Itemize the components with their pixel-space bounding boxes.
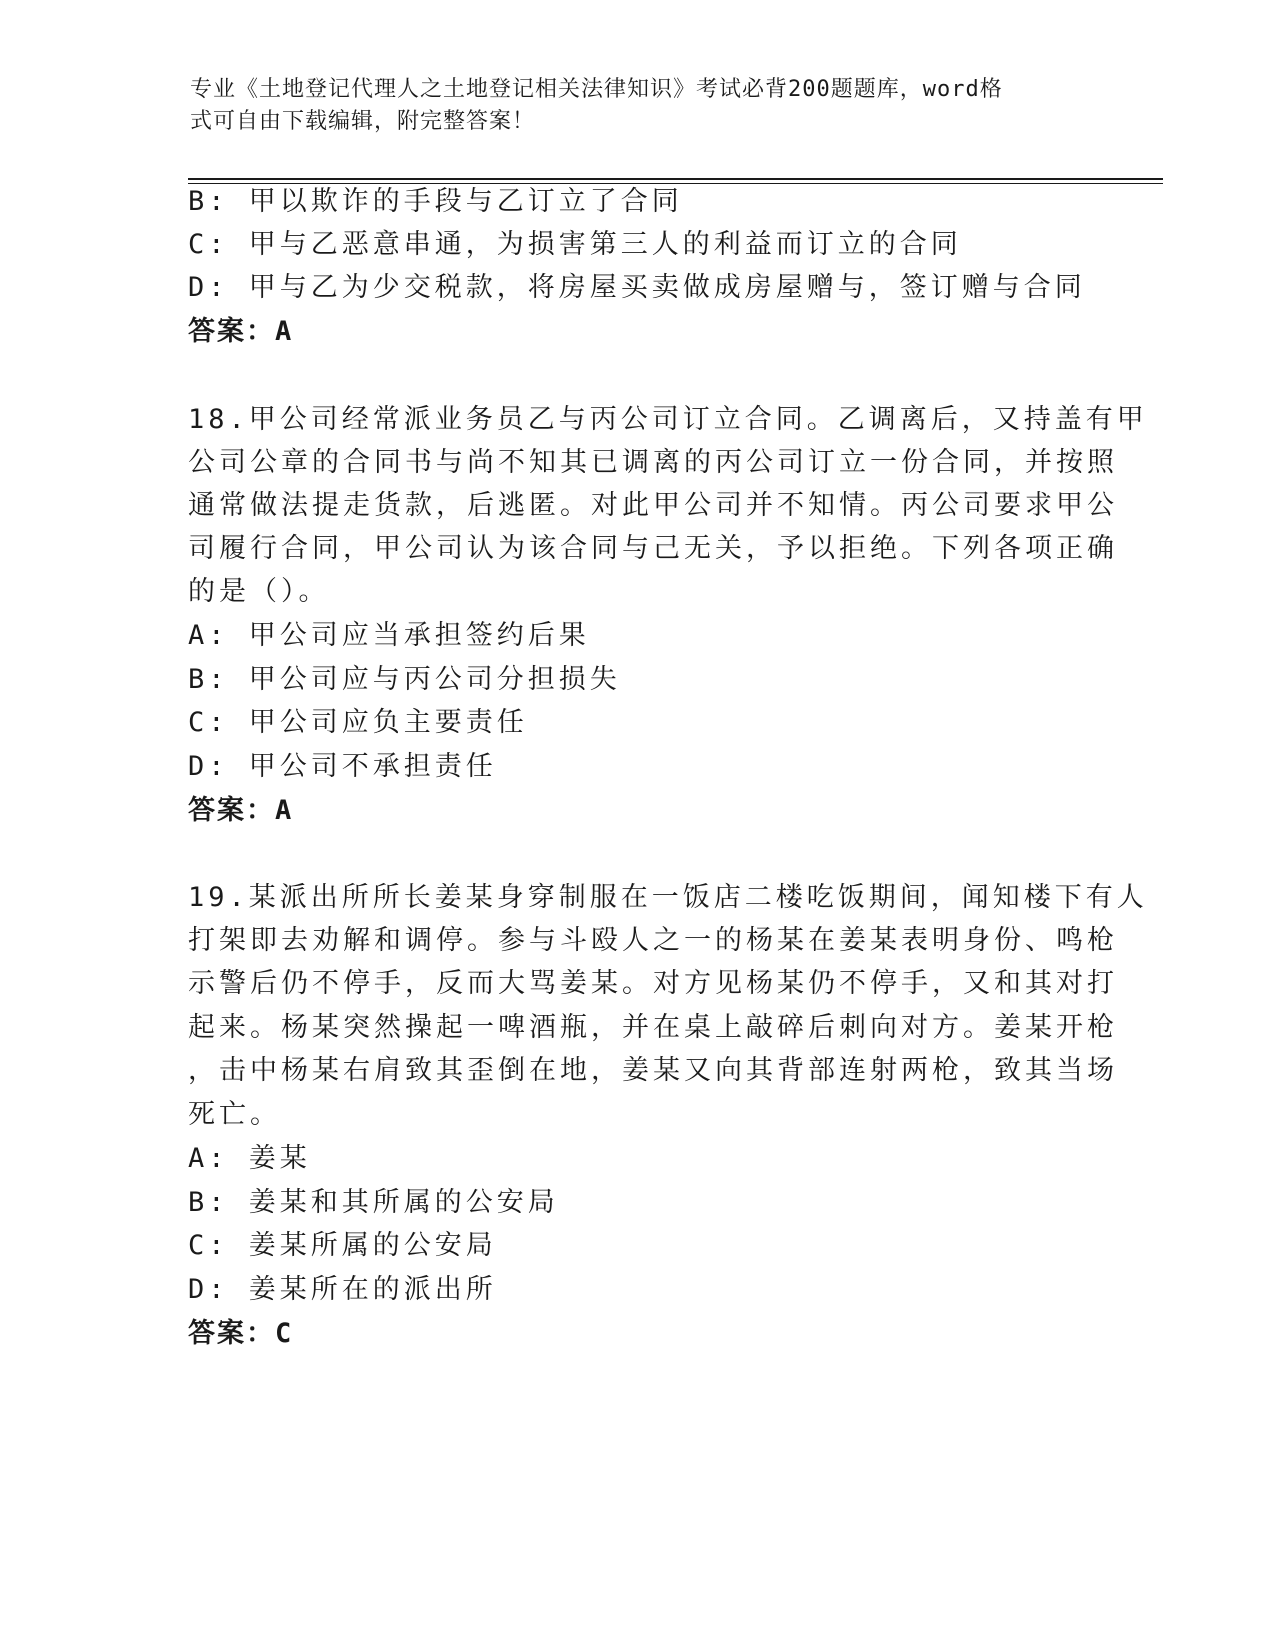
q18-option-b: B: 甲公司应与丙公司分担损失 — [188, 664, 621, 695]
q19-stem-line-4: 起来。杨某突然操起一啤酒瓶，并在桌上敲碎后刺向对方。姜某开枪 — [188, 1012, 1118, 1043]
q19-stem-line-2: 打架即去劝解和调停。参与斗殴人之一的杨某在姜某表明身份、鸣枪 — [188, 925, 1118, 956]
q18-stem-line-5: 的是（）。 — [188, 576, 330, 607]
document-header — [190, 74, 1090, 138]
header-line-2: 式可自由下载编辑，附完整答案！ — [190, 109, 536, 134]
q18-stem-line-3: 通常做法提走货款，后逃匿。对此甲公司并不知情。丙公司要求甲公 — [188, 490, 1118, 521]
header-divider — [188, 178, 1163, 180]
q19-answer: 答案：C — [188, 1318, 294, 1349]
q18-stem-line-2: 公司公章的合同书与尚不知其已调离的丙公司订立一份合同，并按照 — [188, 447, 1118, 478]
q18-stem-line-1: 18.甲公司经常派业务员乙与丙公司订立合同。乙调离后，又持盖有甲 — [188, 404, 1148, 435]
header-line-1: 专业《土地登记代理人之土地登记相关法律知识》考试必背200题题库，word格 — [190, 77, 1003, 102]
q18-stem-line-4: 司履行合同，甲公司认为该合同与己无关，予以拒绝。下列各项正确 — [188, 533, 1118, 564]
q18-option-d: D: 甲公司不承担责任 — [188, 751, 497, 782]
q18-option-c: C: 甲公司应负主要责任 — [188, 707, 528, 738]
prev-option-b: B: 甲以欺诈的手段与乙订立了合同 — [188, 186, 683, 217]
q19-option-a: A: 姜某 — [188, 1143, 311, 1174]
prev-answer: 答案：A — [188, 316, 294, 347]
q19-option-c: C: 姜某所属的公安局 — [188, 1230, 497, 1261]
header-divider-thin — [188, 183, 1163, 184]
prev-option-d: D: 甲与乙为少交税款，将房屋买卖做成房屋赠与，签订赠与合同 — [188, 272, 1086, 303]
q19-stem-line-6: 死亡。 — [188, 1099, 281, 1130]
q19-option-d: D: 姜某所在的派出所 — [188, 1274, 497, 1305]
q19-option-b: B: 姜某和其所属的公安局 — [188, 1187, 559, 1218]
q19-stem-line-3: 示警后仍不停手，反而大骂姜某。对方见杨某仍不停手，又和其对打 — [188, 968, 1118, 999]
q18-answer: 答案：A — [188, 795, 294, 826]
prev-option-c: C: 甲与乙恶意串通，为损害第三人的利益而订立的合同 — [188, 229, 962, 260]
q19-stem-line-1: 19.某派出所所长姜某身穿制服在一饭店二楼吃饭期间，闻知楼下有人 — [188, 882, 1148, 913]
q19-stem-line-5: ，击中杨某右肩致其歪倒在地，姜某又向其背部连射两枪，致其当场 — [188, 1055, 1118, 1086]
q18-option-a: A: 甲公司应当承担签约后果 — [188, 620, 590, 651]
